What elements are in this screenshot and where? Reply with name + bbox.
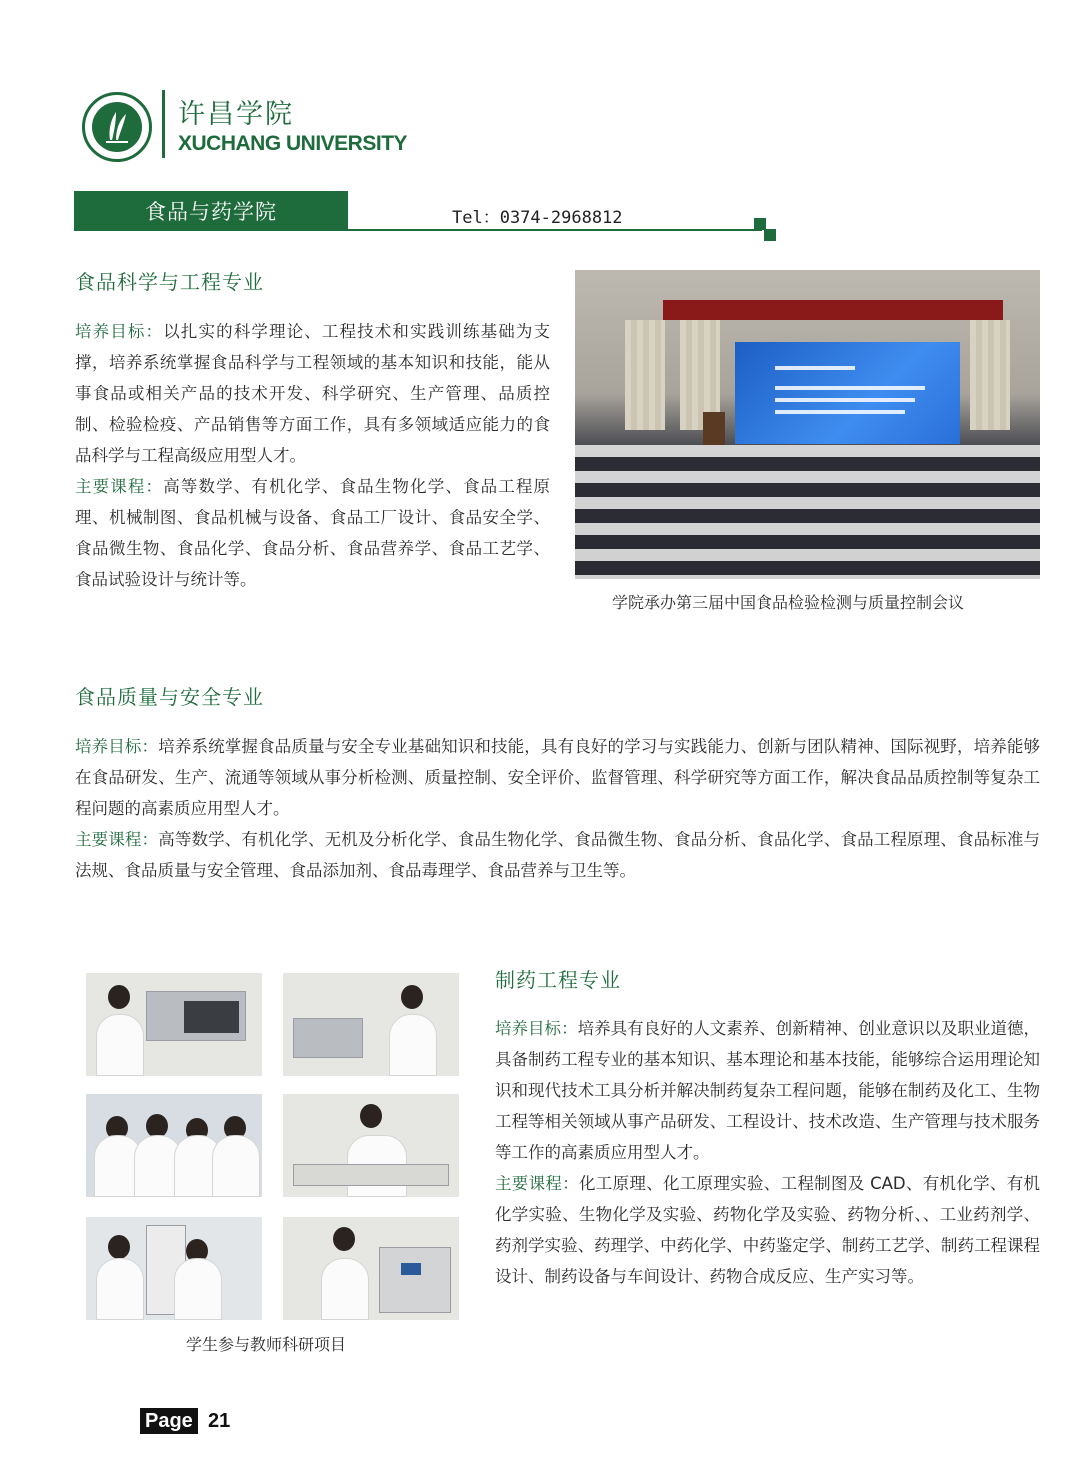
page-number: 21 [208, 1410, 231, 1432]
department-banner: 食品与药学院 [74, 191, 348, 231]
lab-photo-2 [283, 973, 459, 1076]
course-label: 主要课程： [75, 830, 159, 849]
curtain [625, 320, 665, 430]
podium [703, 412, 725, 446]
telephone: Tel：0374-2968812 [452, 208, 623, 228]
lab-coat [389, 1014, 437, 1076]
course-text: 化工原理、化工原理实验、工程制图及 CAD、有机化学、有机化学实验、生物化学及实验、药物化学及实验、药物分析、、工业药剂学、药剂学实验、药理学、中药化学、中药鉴定学、制药工艺学、制药工程课程设计、制药设备与车间设计、药物合成反应、生产实习等。 [495, 1174, 1041, 1286]
lab-coat [174, 1258, 222, 1320]
lab-equipment [379, 1247, 451, 1313]
screen-text-line [775, 410, 905, 414]
goal-text: 培养具有良好的人文素养、创新精神、创业意识以及职业道德，具备制药工程专业的基本知识、基本理论和基本技能，能够综合运用理论知识和现代技术工具分析并解决制药复杂工程问题，能够在制药及化工、生物工程等相关领域从事产品研发、工程设计、技术改造、生产管理与技术服务等工作的高素质应用型人才。 [495, 1019, 1040, 1162]
university-name-cn: 许昌学院 [178, 99, 294, 130]
goal-label: 培养目标： [75, 737, 159, 756]
screen-text-line [775, 386, 925, 390]
curtain [970, 320, 1010, 430]
goal-label: 培养目标： [75, 322, 164, 341]
person-head [333, 1227, 355, 1251]
lab-photo-6 [283, 1217, 459, 1320]
course-label: 主要课程： [495, 1174, 579, 1193]
decor-square [764, 229, 776, 241]
lab-photo-5 [86, 1217, 262, 1320]
monitor [184, 1001, 239, 1033]
section-body-pharmaceutical [495, 1013, 1040, 1292]
university-name-en: XUCHANG UNIVERSITY [178, 132, 408, 155]
person-head [108, 1235, 130, 1259]
page-label: Page [140, 1408, 198, 1434]
lab-bench [293, 1164, 449, 1186]
lab-coat [212, 1135, 260, 1197]
projection-screen [735, 342, 960, 444]
goal-label: 培养目标： [495, 1019, 578, 1038]
logo-emblem-icon [92, 102, 142, 152]
lab-equipment [293, 1018, 363, 1058]
screen-text-line [775, 366, 855, 370]
equipment-display [401, 1263, 421, 1275]
lab-coat [96, 1014, 144, 1076]
person-head [108, 985, 130, 1009]
conference-banner [663, 300, 1003, 320]
person-head [360, 1104, 382, 1128]
goal-text: 以扎实的科学理论、工程技术和实践训练基础为支撑，培养系统掌握食品科学与工程领域的基本知识和技能，能从事食品或相关产品的技术开发、科学研究、生产管理、品质控制、检验检疫、产品销售等方面工作，具有多领域适应能力的食品科学与工程高级应用型人才。 [75, 322, 551, 465]
goal-text: 培养系统掌握食品质量与安全专业基础知识和技能，具有良好的学习与实践能力、创新与团队精神、国际视野，培养能够在食品研发、生产、流通等领域从事分析检测、质量控制、安全评价、监督管理、科学研究等方面工作，解决食品品质控制等复杂工程问题的高素质应用型人才。 [75, 737, 1041, 818]
section-title-food-quality: 食品质量与安全专业 [75, 685, 264, 709]
conference-caption: 学院承办第三届中国食品检验检测与质量控制会议 [612, 593, 965, 612]
audience-seats [575, 445, 1040, 579]
lab-photo-4 [283, 1094, 459, 1197]
conference-photo [575, 270, 1040, 579]
section-title-food-science: 食品科学与工程专业 [75, 270, 264, 294]
lab-photo-1 [86, 973, 262, 1076]
course-text: 高等数学、有机化学、无机及分析化学、食品生物化学、食品微生物、食品分析、食品化学、食品工程原理、食品标准与法规、食品质量与安全管理、食品添加剂、食品毒理学、食品营养与卫生等。 [75, 830, 1041, 880]
section-body-food-quality [75, 731, 1040, 886]
lab-caption: 学生参与教师科研项目 [186, 1335, 347, 1354]
lab-coat [96, 1258, 144, 1320]
lab-coat [321, 1258, 369, 1320]
screen-text-line [775, 398, 915, 402]
section-title-pharmaceutical: 制药工程专业 [495, 968, 621, 992]
course-label: 主要课程： [75, 477, 164, 496]
logo-divider [162, 90, 165, 158]
lab-photo-3 [86, 1094, 262, 1197]
banner-rule [348, 229, 762, 231]
person-head [401, 985, 423, 1009]
course-text: 高等数学、有机化学、食品生物化学、食品工程原理、机械制图、食品机械与设备、食品工厂设计、食品安全学、食品微生物、食品化学、食品分析、食品营养学、食品工艺学、食品试验设计与统计等。 [75, 477, 551, 589]
section-body-food-science [75, 316, 550, 595]
university-logo-seal [82, 92, 152, 162]
